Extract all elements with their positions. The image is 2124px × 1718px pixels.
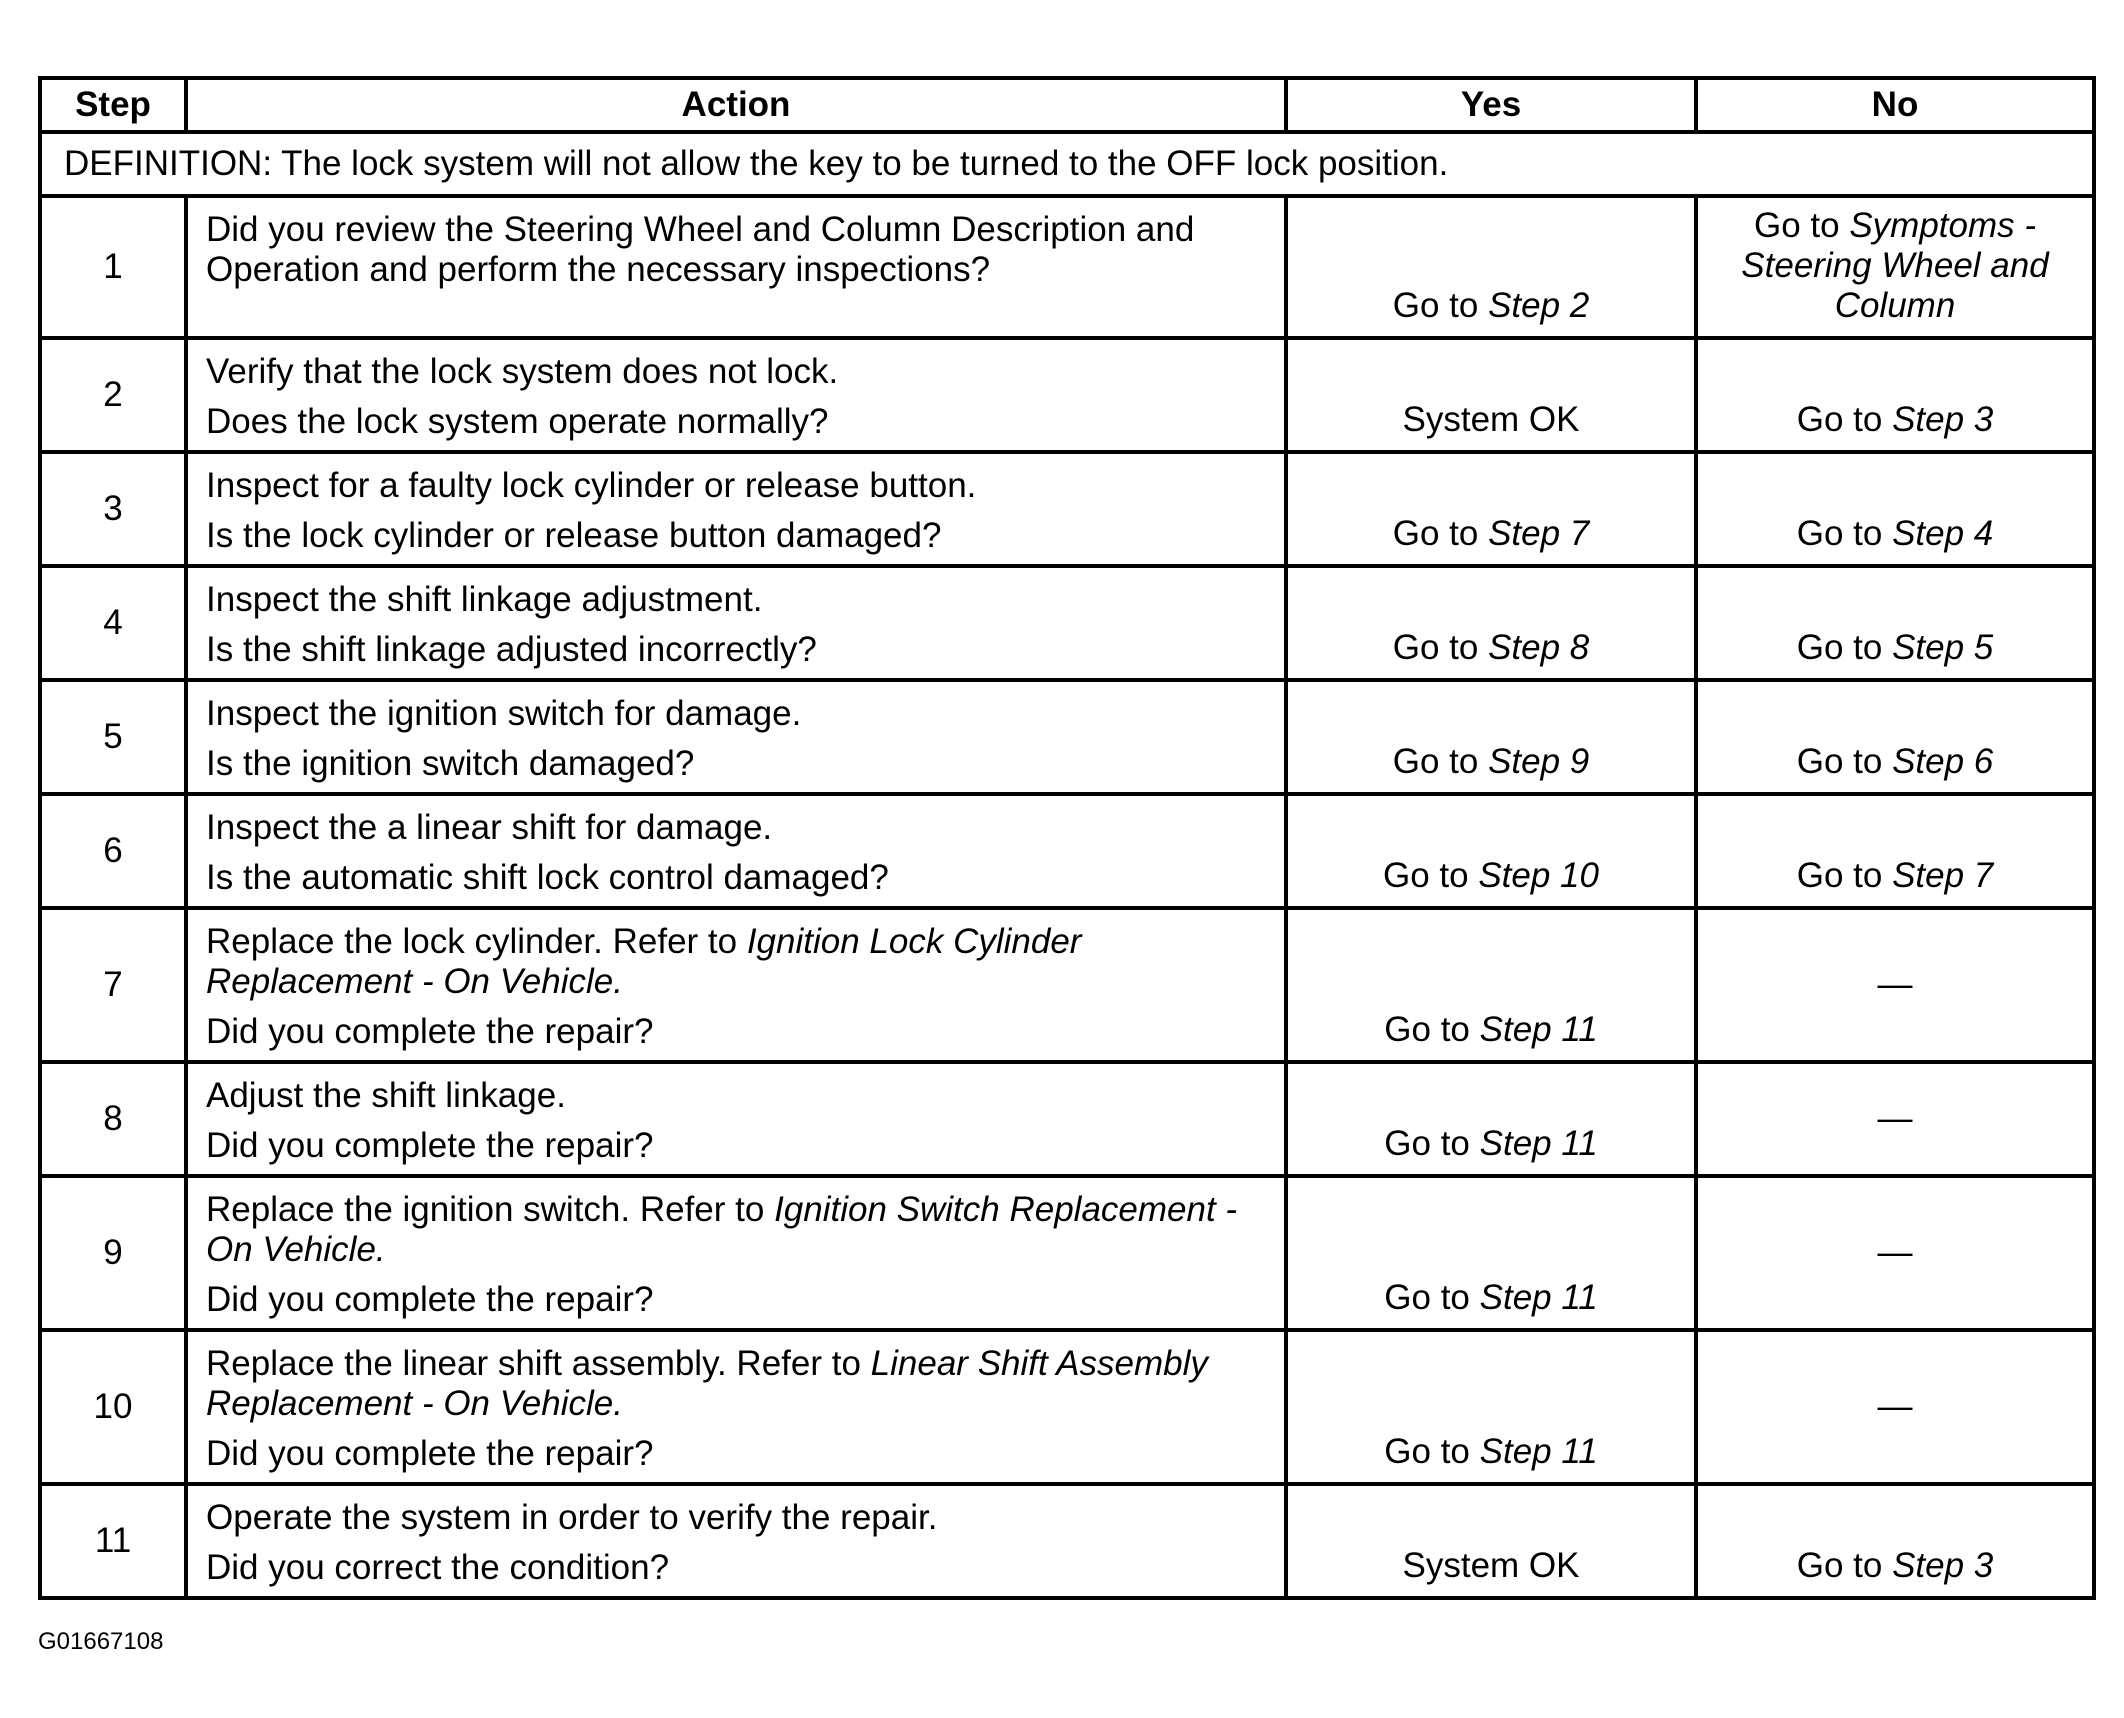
- yes-result: [1286, 1062, 1696, 1176]
- no-result: [1696, 794, 2094, 908]
- text-segment: Go to: [1384, 1432, 1480, 1471]
- action-line: [206, 744, 1270, 784]
- action-line: [206, 516, 1270, 556]
- table-row: [40, 1176, 2094, 1330]
- text-segment: Inspect the a linear shift for damage.: [206, 808, 773, 847]
- yes-result: [1286, 680, 1696, 794]
- reference-text: Step 2: [1488, 286, 1590, 325]
- text-segment: Go to: [1392, 514, 1489, 553]
- text-segment: Is the automatic shift lock control damaged?: [206, 858, 889, 897]
- no-result: [1696, 908, 2094, 1062]
- action-cell: [186, 794, 1286, 908]
- text-segment: Go to: [1392, 742, 1489, 781]
- yes-result: [1286, 1176, 1696, 1330]
- text-segment: Go to: [1796, 628, 1893, 667]
- action-line: [206, 1498, 1270, 1538]
- table-row: [40, 452, 2094, 566]
- text-segment: —: [1877, 1233, 1913, 1272]
- text-segment: System OK: [1402, 1546, 1580, 1585]
- step-number: 2: [40, 338, 186, 452]
- table-row: [40, 680, 2094, 794]
- text-segment: Go to: [1753, 206, 1850, 245]
- action-cell: [186, 680, 1286, 794]
- action-line: [206, 402, 1270, 442]
- reference-text: Linear Shift Assembly Replacement - On Vehicle.: [206, 1344, 1208, 1423]
- text-segment: Go to: [1796, 400, 1893, 439]
- reference-text: Step 7: [1892, 856, 1994, 895]
- text-segment: Inspect the ignition switch for damage.: [206, 694, 802, 733]
- action-line: [206, 1076, 1270, 1116]
- text-segment: System OK: [1402, 400, 1580, 439]
- no-result: [1696, 338, 2094, 452]
- table-row: [40, 196, 2094, 338]
- action-line: [206, 1126, 1270, 1166]
- text-segment: Go to: [1392, 628, 1489, 667]
- action-line: [206, 1344, 1270, 1424]
- action-cell: [186, 338, 1286, 452]
- reference-text: Symptoms - Steering Wheel and Column: [1741, 206, 2049, 325]
- text-segment: Did you complete the repair?: [206, 1012, 654, 1051]
- reference-text: Step 11: [1479, 1010, 1598, 1049]
- step-number: 10: [40, 1330, 186, 1484]
- yes-result: [1286, 908, 1696, 1062]
- action-cell: [186, 908, 1286, 1062]
- text-segment: Is the lock cylinder or release button damaged?: [206, 516, 942, 555]
- text-segment: Does the lock system operate normally?: [206, 402, 829, 441]
- reference-text: Step 10: [1478, 856, 1599, 895]
- header-step: Step: [40, 78, 186, 132]
- reference-text: Step 8: [1488, 628, 1590, 667]
- text-segment: Go to: [1796, 514, 1893, 553]
- header-action: Action: [186, 78, 1286, 132]
- step-number: 9: [40, 1176, 186, 1330]
- text-segment: Replace the ignition switch. Refer to: [206, 1190, 775, 1229]
- step-number: 1: [40, 196, 186, 338]
- text-segment: —: [1877, 1099, 1913, 1138]
- text-segment: Is the ignition switch damaged?: [206, 744, 695, 783]
- action-line: [206, 466, 1270, 506]
- step-number: 7: [40, 908, 186, 1062]
- reference-text: Ignition Switch Replacement - On Vehicle.: [206, 1190, 1238, 1269]
- text-segment: Go to: [1796, 856, 1893, 895]
- action-cell: [186, 1176, 1286, 1330]
- action-line: [206, 1012, 1270, 1052]
- text-segment: Go to: [1384, 1010, 1480, 1049]
- reference-text: Step 5: [1892, 628, 1994, 667]
- action-line: [206, 808, 1270, 848]
- definition-text: DEFINITION: The lock system will not allow the key to be turned to the OFF lock position.: [40, 132, 2094, 196]
- step-number: 3: [40, 452, 186, 566]
- action-line: [206, 858, 1270, 898]
- yes-result: [1286, 196, 1696, 338]
- action-cell: [186, 452, 1286, 566]
- definition-row: [40, 132, 2094, 196]
- step-number: 6: [40, 794, 186, 908]
- table-row: [40, 338, 2094, 452]
- table-row: [40, 1330, 2094, 1484]
- action-line: [206, 580, 1270, 620]
- text-segment: Adjust the shift linkage.: [206, 1076, 566, 1115]
- step-number: 5: [40, 680, 186, 794]
- yes-result: [1286, 1330, 1696, 1484]
- text-segment: Go to: [1383, 856, 1479, 895]
- text-segment: Go to: [1796, 742, 1893, 781]
- action-line: [206, 210, 1270, 290]
- yes-result: [1286, 566, 1696, 680]
- figure-id: G01667108: [38, 1628, 164, 1655]
- text-segment: Replace the linear shift assembly. Refer to: [206, 1344, 871, 1383]
- action-line: [206, 1548, 1270, 1588]
- action-line: [206, 352, 1270, 392]
- table-row: [40, 794, 2094, 908]
- step-number: 4: [40, 566, 186, 680]
- text-segment: Go to: [1796, 1546, 1893, 1585]
- step-number: 11: [40, 1484, 186, 1598]
- header-no: No: [1696, 78, 2094, 132]
- table-body: [40, 132, 2094, 1598]
- text-segment: Did you review the Steering Wheel and Column Description and Operation and perform the necessary inspections?: [206, 210, 1195, 289]
- no-result: [1696, 1062, 2094, 1176]
- reference-text: Step 3: [1892, 400, 1994, 439]
- reference-text: Step 4: [1892, 514, 1994, 553]
- no-result: [1696, 1176, 2094, 1330]
- yes-result: [1286, 794, 1696, 908]
- reference-text: Step 11: [1479, 1278, 1598, 1317]
- text-segment: Did you complete the repair?: [206, 1126, 654, 1165]
- action-line: [206, 630, 1270, 670]
- reference-text: Step 7: [1488, 514, 1590, 553]
- action-cell: [186, 196, 1286, 338]
- text-segment: Verify that the lock system does not lock.: [206, 352, 839, 391]
- step-number: 8: [40, 1062, 186, 1176]
- no-result: [1696, 1484, 2094, 1598]
- header-row: [40, 78, 2094, 132]
- action-cell: [186, 1484, 1286, 1598]
- text-segment: Did you complete the repair?: [206, 1434, 654, 1473]
- reference-text: Step 9: [1488, 742, 1590, 781]
- text-segment: Did you correct the condition?: [206, 1548, 670, 1587]
- text-segment: —: [1877, 1387, 1913, 1426]
- yes-result: [1286, 338, 1696, 452]
- text-segment: Inspect the shift linkage adjustment.: [206, 580, 763, 619]
- action-line: [206, 1190, 1270, 1270]
- diagnostic-table: [38, 76, 2096, 1600]
- text-segment: Inspect for a faulty lock cylinder or release button.: [206, 466, 977, 505]
- text-segment: —: [1877, 965, 1913, 1004]
- text-segment: Operate the system in order to verify the repair.: [206, 1498, 938, 1537]
- text-segment: Is the shift linkage adjusted incorrectly?: [206, 630, 817, 669]
- header-yes: Yes: [1286, 78, 1696, 132]
- text-segment: Go to: [1384, 1124, 1480, 1163]
- action-cell: [186, 1330, 1286, 1484]
- action-cell: [186, 566, 1286, 680]
- reference-text: Step 11: [1479, 1432, 1598, 1471]
- no-result: [1696, 680, 2094, 794]
- text-segment: Did you complete the repair?: [206, 1280, 654, 1319]
- no-result: [1696, 196, 2094, 338]
- table-row: [40, 566, 2094, 680]
- no-result: [1696, 1330, 2094, 1484]
- yes-result: [1286, 1484, 1696, 1598]
- table-row: [40, 1062, 2094, 1176]
- yes-result: [1286, 452, 1696, 566]
- reference-text: Step 3: [1892, 1546, 1994, 1585]
- reference-text: Step 11: [1479, 1124, 1598, 1163]
- action-cell: [186, 1062, 1286, 1176]
- no-result: [1696, 452, 2094, 566]
- table-row: [40, 1484, 2094, 1598]
- action-line: [206, 1434, 1270, 1474]
- reference-text: Step 6: [1892, 742, 1994, 781]
- action-line: [206, 1280, 1270, 1320]
- text-segment: Go to: [1384, 1278, 1480, 1317]
- table-row: [40, 908, 2094, 1062]
- no-result: [1696, 566, 2094, 680]
- reference-text: Ignition Lock Cylinder Replacement - On Vehicle.: [206, 922, 1082, 1001]
- text-segment: Go to: [1392, 286, 1489, 325]
- action-line: [206, 694, 1270, 734]
- action-line: [206, 922, 1270, 1002]
- text-segment: Replace the lock cylinder. Refer to: [206, 922, 747, 961]
